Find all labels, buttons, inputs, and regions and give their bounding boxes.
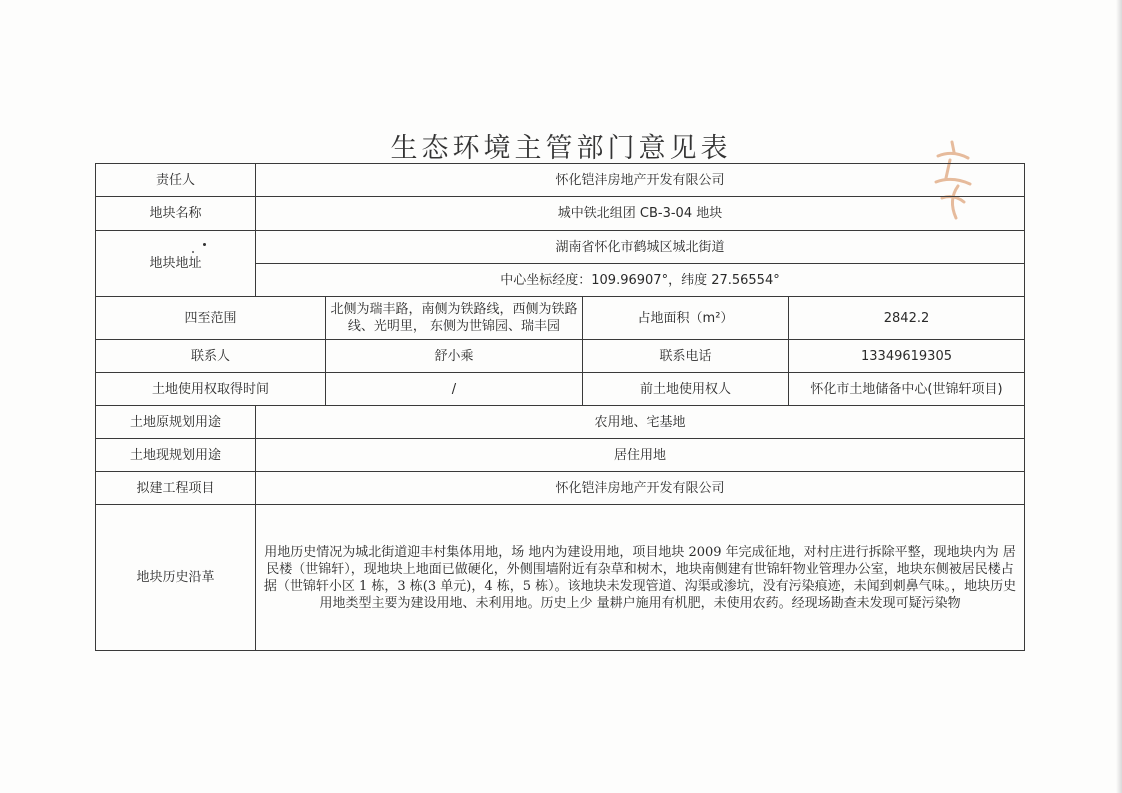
label-land-right-time: 土地使用权取得时间: [96, 373, 326, 406]
row-parcel-address: [96, 231, 1025, 264]
label-prev-user: 前土地使用权人: [583, 373, 789, 406]
page-title: 生态环境主管部门意见表: [390, 133, 732, 164]
row-land-right: [96, 373, 1025, 406]
label-parcel-name: 地块名称: [96, 197, 256, 231]
value-original-use: 农用地、宅基地: [256, 406, 1025, 439]
label-history: 地块历史沿革: [96, 505, 256, 651]
row-original-use: [96, 406, 1025, 439]
value-boundaries: 北侧为瑞丰路，南侧为铁路线，西侧为铁路线、光明里， 东侧为世锦园、瑞丰园: [326, 297, 583, 340]
row-project: [96, 472, 1025, 505]
value-responsible: 怀化铠沣房地产开发有限公司: [256, 164, 1025, 197]
row-history: [96, 505, 1025, 651]
value-area: 2842.2: [789, 297, 1025, 340]
row-contact: [96, 340, 1025, 373]
value-project: 怀化铠沣房地产开发有限公司: [256, 472, 1025, 505]
value-current-use: 居住用地: [256, 439, 1025, 472]
value-land-right-time: /: [326, 373, 583, 406]
label-responsible: 责任人: [96, 164, 256, 197]
label-project: 拟建工程项目: [96, 472, 256, 505]
label-boundaries: 四至范围: [96, 297, 326, 340]
page-edge-shadow: [1116, 0, 1122, 793]
value-prev-user: 怀化市土地储备中心(世锦轩项目): [789, 373, 1025, 406]
value-parcel-address: 湖南省怀化市鹤城区城北街道: [256, 231, 1025, 264]
row-boundaries: [96, 297, 1025, 340]
row-current-use: [96, 439, 1025, 472]
value-parcel-coords: 中心坐标经度：109.96907°，纬度 27.56554°: [256, 264, 1025, 297]
label-parcel-address: 地块地址: [96, 231, 256, 297]
label-contact: 联系人: [96, 340, 326, 373]
label-original-use: 土地原规划用途: [96, 406, 256, 439]
value-history: 用地历史情况为城北街道迎丰村集体用地，场 地内为建设用地，项目地块 2009 年完成征地，对村庄进行拆除平整，现地块内为 居民楼（世锦轩），现地块上地面已做硬化，外侧围墙附近有杂草和树木，地块南侧建有世锦轩物业管理办公室，地块东侧被居民楼占据（世锦轩小区 1 栋，3 栋(3 单元)，4 栋，5 栋）。该地块未发现管道、沟渠或渗坑，没有污染痕迹，未闻到刺鼻气味。，地块历史用地类型主要为建设用地、未利用地。历史上少 量耕户施用有机肥，未使用农药。经现场勘查未发现可疑污染物: [256, 505, 1025, 651]
label-current-use: 土地现规划用途: [96, 439, 256, 472]
row-responsible: [96, 164, 1025, 197]
value-phone: 13349619305: [789, 340, 1025, 373]
opinion-form-table: [95, 163, 1025, 651]
label-area: 占地面积（m²）: [583, 297, 789, 340]
row-parcel-name: [96, 197, 1025, 231]
value-contact: 舒小乘: [326, 340, 583, 373]
value-parcel-name: 城中铁北组团 CB-3-04 地块: [256, 197, 1025, 231]
label-phone: 联系电话: [583, 340, 789, 373]
